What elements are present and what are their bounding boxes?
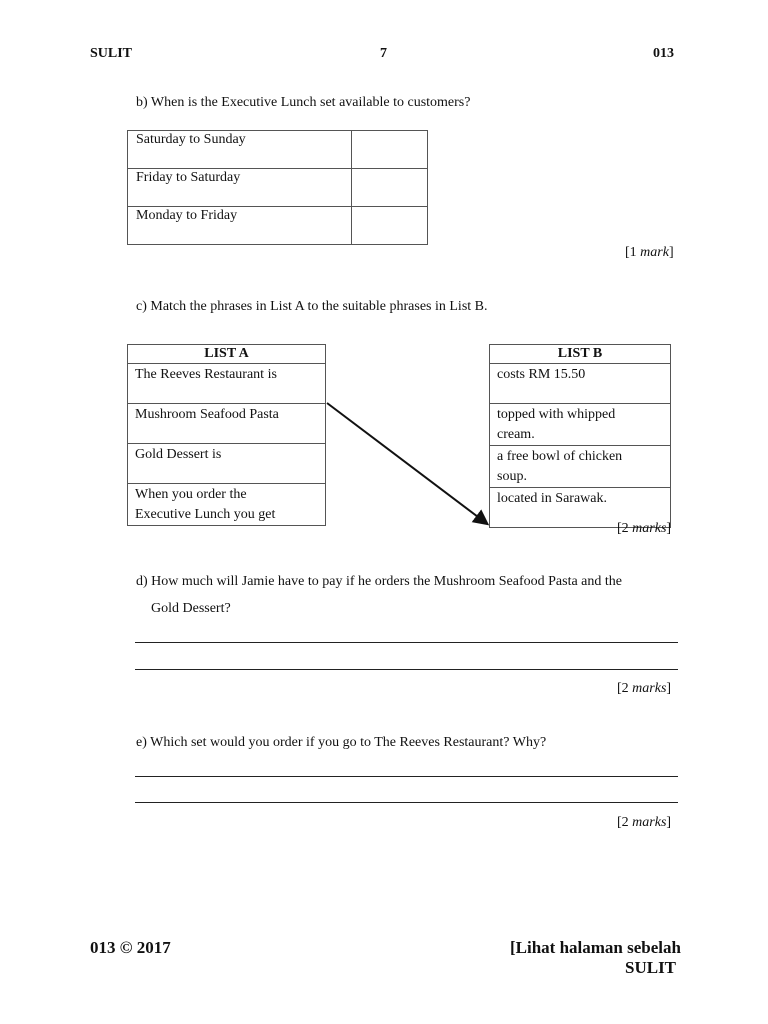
mark-close: ] <box>668 245 674 260</box>
footer-right-line2: SULIT <box>625 958 677 977</box>
mark-close: ] <box>666 521 672 536</box>
question-c-marks <box>617 521 671 537</box>
mark-close: ] <box>666 681 672 696</box>
mark-word: marks <box>632 815 667 830</box>
mark-open: [1 <box>625 245 641 260</box>
question-d-prompt-line2: Gold Dessert? <box>151 601 231 616</box>
list-a-item-text: Mushroom Seafood Pasta <box>135 407 279 422</box>
question-b-prompt: b) When is the Executive Lunch set available to customers? <box>136 95 471 110</box>
question-d-marks <box>617 681 671 697</box>
question-c-prompt: c) Match the phrases in List A to the suitable phrases in List B. <box>136 299 488 314</box>
list-b-item-text: costs RM 15.50 <box>497 367 586 382</box>
list-b-item-text: topped with whipped <box>497 407 616 422</box>
question-e-prompt: e) Which set would you order if you go to The Reeves Restaurant? Why? <box>136 735 547 750</box>
option-label: Saturday to Sunday <box>128 131 352 169</box>
mark-close: ] <box>666 815 672 830</box>
list-b-item-text: located in Sarawak. <box>497 491 608 506</box>
option-label: Friday to Saturday <box>128 169 352 207</box>
answer-line[interactable] <box>135 642 678 643</box>
list-a-item-text: When you order the <box>135 487 247 502</box>
list-a-item-text: The Reeves Restaurant is <box>135 367 277 382</box>
mark-open: [2 <box>617 521 633 536</box>
list-b-item-text: a free bowl of chicken <box>497 449 623 464</box>
header-right: 013 <box>653 46 674 61</box>
header-left: SULIT <box>90 46 133 61</box>
mark-word: marks <box>632 521 667 536</box>
mark-word: marks <box>632 681 667 696</box>
answer-line[interactable] <box>135 802 678 803</box>
question-e-marks <box>617 815 671 831</box>
footer-left: 013 © 2017 <box>90 938 171 957</box>
mark-open: [2 <box>617 681 633 696</box>
question-d-prompt-line1: d) How much will Jamie have to pay if he orders the Mushroom Seafood Pasta and the <box>136 574 623 589</box>
option-label: Monday to Friday <box>128 207 352 245</box>
list-b-title: LIST B <box>490 345 671 364</box>
footer-right-line1: [Lihat halaman sebelah <box>510 938 681 957</box>
list-a-item-text: Executive Lunch you get <box>135 507 276 522</box>
mark-open: [2 <box>617 815 633 830</box>
answer-line[interactable] <box>135 776 678 777</box>
page-number: 7 <box>380 46 387 61</box>
list-a-item-text: Gold Dessert is <box>135 447 222 462</box>
answer-line[interactable] <box>135 669 678 670</box>
list-a-title: LIST A <box>128 345 326 364</box>
mark-word: mark <box>640 245 669 260</box>
list-b-item-text: soup. <box>497 469 527 484</box>
list-b-item-text: cream. <box>497 427 535 442</box>
